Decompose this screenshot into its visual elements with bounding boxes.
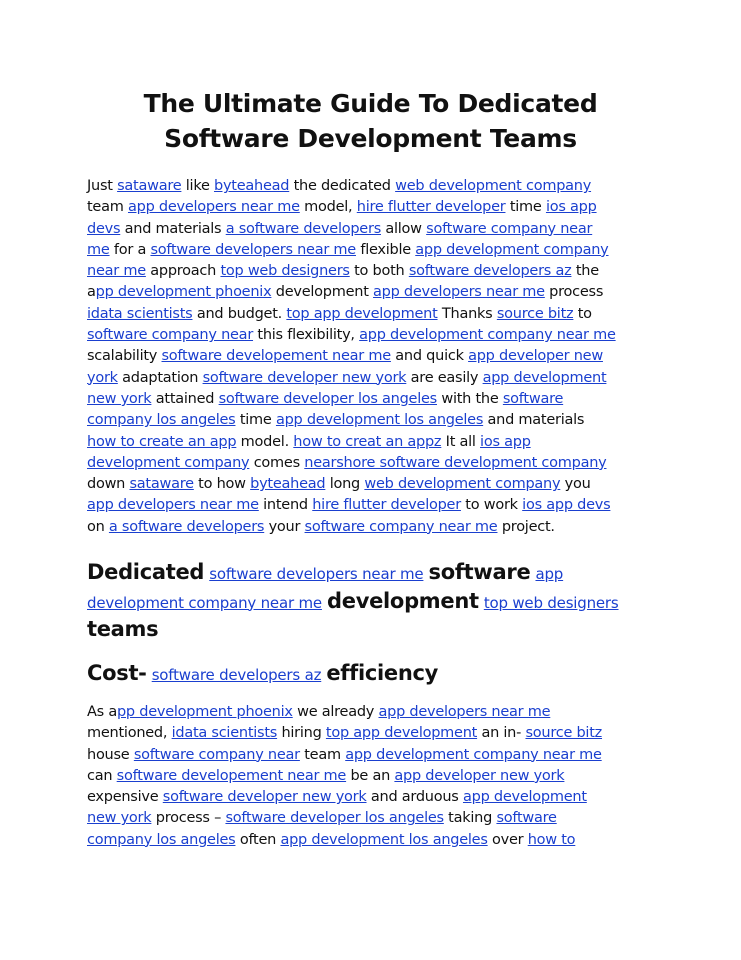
body-text-run: flexible	[355, 241, 416, 258]
hyperlink[interactable]: source bitz	[525, 725, 603, 742]
text-line	[87, 808, 647, 829]
hyperlink[interactable]: pp development phoenix	[95, 284, 272, 301]
body-text-run: on	[87, 518, 109, 535]
text-line	[87, 702, 647, 723]
hyperlink[interactable]: software developer los angeles	[218, 390, 437, 407]
body-text-run: Thanks	[437, 305, 497, 322]
hyperlink[interactable]: new york	[87, 810, 152, 827]
hyperlink[interactable]: app development los angeles	[275, 412, 484, 429]
hyperlink[interactable]: software company near	[133, 746, 300, 763]
text-line	[87, 723, 647, 744]
hyperlink[interactable]: how to creat an appz	[293, 433, 442, 450]
hyperlink[interactable]: hire flutter developer	[312, 497, 461, 514]
body-text-run: your	[264, 518, 305, 535]
body-text-run: with the	[436, 390, 503, 407]
hyperlink[interactable]: idata scientists	[171, 725, 278, 742]
hyperlink[interactable]: company los angeles	[87, 831, 236, 848]
hyperlink[interactable]: software developement near me	[161, 348, 391, 365]
body-text-run: for a	[109, 241, 151, 258]
body-text-run: often	[235, 831, 281, 848]
text-line	[87, 282, 647, 303]
body-text-run: process	[544, 284, 604, 301]
text-line	[87, 453, 647, 474]
body-text-run: taking	[443, 810, 497, 827]
hyperlink[interactable]: app	[535, 565, 564, 583]
hyperlink[interactable]: pp development phoenix	[116, 704, 293, 720]
body-text-run: this flexibility,	[253, 327, 360, 344]
text-line	[87, 389, 647, 410]
hyperlink[interactable]: top web designers	[483, 593, 619, 612]
body-text-run: and materials	[483, 412, 585, 429]
hyperlink[interactable]: software developer new york	[162, 789, 367, 806]
hyperlink[interactable]: app developers near me	[87, 497, 259, 514]
text-line	[87, 517, 647, 538]
hyperlink[interactable]: near me	[87, 263, 146, 280]
section-heading-dedicated-teams	[87, 558, 667, 644]
body-text-run: team	[299, 746, 346, 763]
body-text-run: time	[505, 199, 546, 216]
text-line	[87, 325, 647, 346]
body-text-run: model,	[299, 199, 357, 216]
hyperlink[interactable]: company los angeles	[87, 412, 236, 429]
body-text-run: process –	[151, 810, 226, 827]
hyperlink[interactable]: software developers az	[151, 666, 322, 684]
hyperlink[interactable]: software developer new york	[202, 369, 407, 386]
hyperlink[interactable]: software company near	[87, 327, 254, 344]
hyperlink[interactable]: software	[496, 810, 557, 827]
body-text-run: allow	[381, 220, 427, 237]
section-heading-cost-efficiency	[87, 659, 667, 688]
hyperlink[interactable]: development company near me	[87, 593, 322, 612]
hyperlink[interactable]: source bitz	[496, 305, 574, 322]
body-text-run: to how	[193, 476, 251, 493]
hyperlink[interactable]: sataware	[129, 476, 194, 493]
body-text-run: and quick	[390, 348, 469, 365]
body-text-run: to work	[460, 497, 523, 514]
text-line	[87, 304, 647, 325]
hyperlink[interactable]: app developers near me	[378, 704, 551, 720]
hyperlink[interactable]: top web designers	[220, 263, 350, 280]
hyperlink[interactable]: app development los angeles	[280, 831, 488, 848]
hyperlink[interactable]: nearshore software development company	[304, 454, 607, 471]
body-text-run: and budget.	[192, 305, 287, 322]
hyperlink[interactable]: software developers near me	[209, 565, 424, 583]
hyperlink[interactable]: app developers near me	[127, 199, 300, 216]
body-text-run: time	[235, 412, 276, 429]
body-text-run: model.	[236, 433, 294, 450]
hyperlink[interactable]: how to	[527, 831, 576, 848]
body-text-run: mentioned,	[87, 725, 172, 742]
title-line: Software Development Teams	[164, 124, 577, 153]
hyperlink[interactable]: software	[502, 390, 564, 407]
hyperlink[interactable]: a software developers	[108, 518, 265, 535]
body-text-run: down	[87, 476, 130, 493]
body-text-run: adaptation	[117, 369, 203, 386]
text-line	[87, 474, 647, 495]
heading-word: teams	[87, 617, 159, 641]
hyperlink[interactable]: me	[87, 241, 110, 258]
hyperlink[interactable]: software company near	[426, 220, 593, 237]
hyperlink[interactable]: software developer los angeles	[225, 810, 444, 827]
body-text-run: and arduous	[366, 789, 463, 806]
body-text-run: It all	[441, 433, 481, 450]
hyperlink[interactable]: app development company near me	[345, 746, 602, 763]
hyperlink[interactable]: software company near me	[304, 518, 498, 535]
title-line: The Ultimate Guide To Dedicated	[143, 89, 598, 118]
hyperlink[interactable]: idata scientists	[87, 305, 193, 322]
body-text-run: attained	[151, 390, 219, 407]
body-text-run: we already	[292, 704, 379, 720]
text-line	[87, 346, 647, 367]
body-text-run: to both	[349, 263, 409, 280]
hyperlink[interactable]: byteahead	[250, 476, 326, 493]
intro-paragraph	[87, 176, 647, 538]
text-line	[87, 766, 647, 787]
heading-word: software	[428, 560, 531, 584]
text-line	[87, 495, 647, 516]
hyperlink[interactable]: byteahead	[213, 178, 290, 194]
hyperlink[interactable]: app developers near me	[373, 284, 545, 301]
text-line	[87, 558, 667, 587]
hyperlink[interactable]: hire flutter developer	[356, 199, 506, 216]
hyperlink[interactable]: app development	[462, 789, 587, 806]
hyperlink[interactable]: app developer new york	[394, 767, 565, 784]
hyperlink[interactable]: devs	[87, 220, 121, 237]
body-text-run: Just	[87, 178, 118, 194]
text-line	[87, 261, 647, 282]
hyperlink[interactable]: web development company	[364, 476, 561, 493]
body-text-run: a	[87, 284, 96, 301]
body-text-run: project.	[497, 518, 555, 535]
hyperlink[interactable]: new york	[87, 390, 152, 407]
body-text-run: team	[87, 199, 128, 216]
hyperlink[interactable]: york	[87, 369, 118, 386]
body-text-run: As a	[87, 704, 117, 720]
text-line	[87, 219, 647, 240]
text-line	[87, 240, 647, 261]
hyperlink[interactable]: app development	[482, 369, 607, 386]
body-text-run: expensive	[87, 789, 163, 806]
body-text-run: be an	[346, 767, 395, 784]
body-text-run: an in-	[477, 725, 526, 742]
text-line	[87, 197, 647, 218]
hyperlink[interactable]: software developers az	[408, 263, 572, 280]
body-text-run: can	[87, 767, 117, 784]
hyperlink[interactable]: app development company	[415, 241, 609, 258]
heading-word: efficiency	[326, 661, 439, 685]
hyperlink[interactable]: software developement near me	[116, 767, 347, 784]
body-text-run: comes	[249, 454, 305, 471]
heading-word: development	[327, 588, 479, 613]
heading-word: Cost-	[87, 661, 147, 685]
text-line	[87, 410, 647, 431]
hyperlink[interactable]: sataware	[117, 178, 182, 194]
body-text-run: development	[271, 284, 374, 301]
hyperlink[interactable]: top app development	[286, 305, 438, 322]
text-line	[87, 432, 647, 453]
hyperlink[interactable]: a software developers	[225, 220, 381, 237]
hyperlink[interactable]: how to create an app	[87, 433, 237, 450]
hyperlink[interactable]: top app development	[325, 725, 478, 742]
body-text-run: house	[87, 746, 134, 763]
cost-paragraph	[87, 702, 647, 851]
text-line	[87, 659, 667, 688]
hyperlink[interactable]: ios app devs	[522, 497, 611, 514]
body-text-run: and materials	[120, 220, 226, 237]
body-text-run: hiring	[277, 725, 326, 742]
heading-word: Dedicated	[87, 560, 205, 584]
text-line	[87, 368, 647, 389]
hyperlink[interactable]: ios app	[480, 433, 531, 450]
text-line	[87, 176, 647, 197]
hyperlink[interactable]: web development company	[395, 178, 592, 194]
document-title	[0, 86, 741, 156]
body-text-run: the dedicated	[289, 178, 396, 194]
body-text-run: intend	[258, 497, 313, 514]
text-line	[87, 587, 667, 616]
body-text-run: are easily	[406, 369, 483, 386]
body-text-run: like	[181, 178, 214, 194]
text-line	[87, 787, 647, 808]
hyperlink[interactable]: app developer new	[468, 348, 603, 365]
body-text-run: to	[573, 305, 592, 322]
body-text-run: scalability	[87, 348, 162, 365]
text-line	[87, 830, 647, 851]
hyperlink[interactable]: software developers near me	[150, 241, 356, 258]
body-text-run: the	[571, 263, 599, 280]
hyperlink[interactable]: ios app	[545, 199, 597, 216]
body-text-run: long	[325, 476, 365, 493]
text-line	[87, 745, 647, 766]
body-text-run: approach	[145, 263, 221, 280]
hyperlink[interactable]: development company	[87, 454, 250, 471]
body-text-run: you	[560, 476, 591, 493]
text-line	[87, 615, 667, 644]
hyperlink[interactable]: app development company near me	[359, 327, 616, 344]
body-text-run: over	[487, 831, 528, 848]
